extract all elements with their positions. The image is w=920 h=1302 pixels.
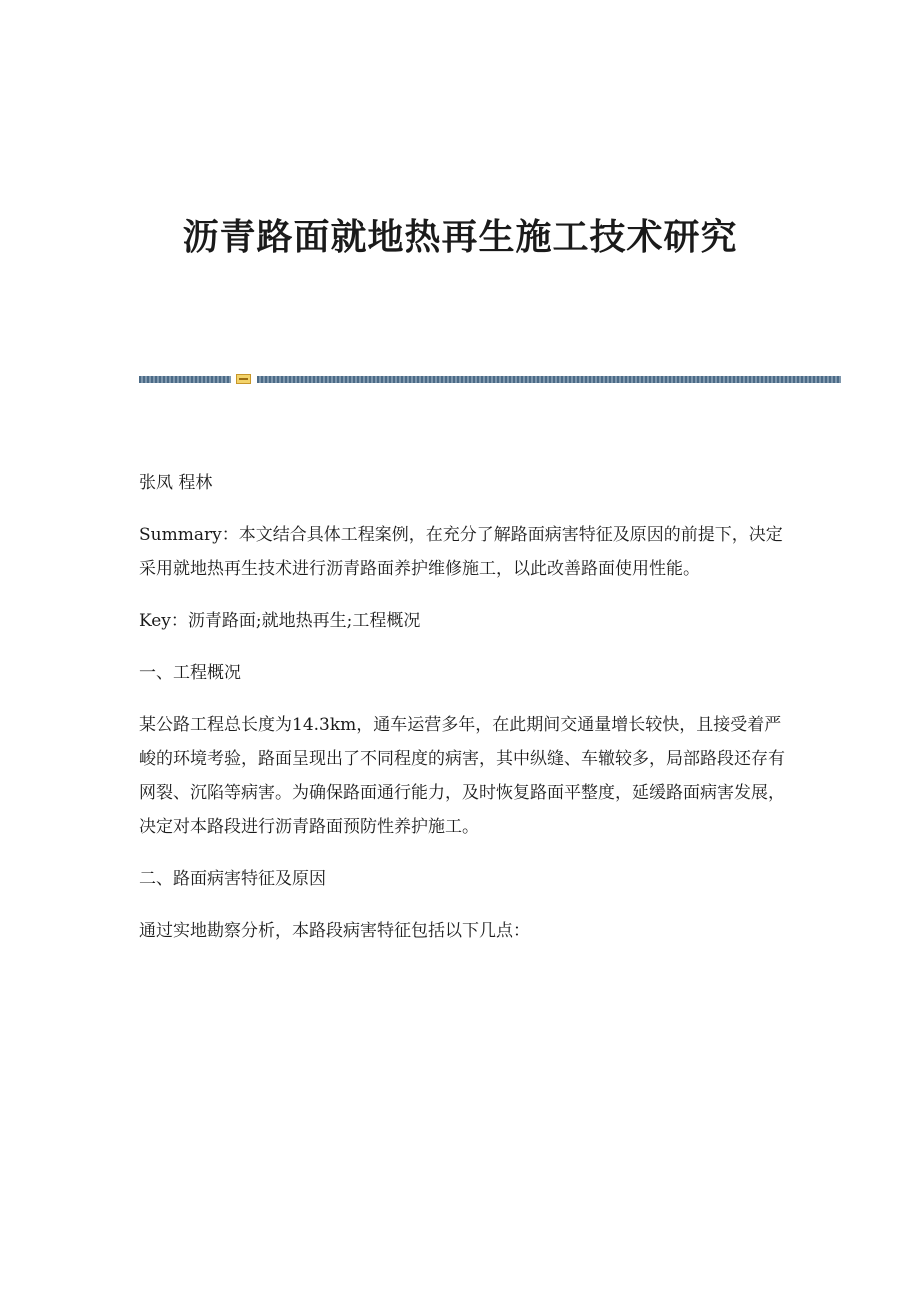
- author-line: 张凤 程林: [139, 473, 213, 493]
- divider-bar-left: [139, 376, 231, 383]
- divider-ornament-icon: [236, 374, 251, 384]
- overview-paragraph: 某公路工程总长度为14.3km，通车运营多年，在此期间交通量增长较快，且接受着严峻的环境考验，路面呈现出了不同程度的病害，其中纵缝、车辙较多，局部路段还存有网裂、沉陷等病害。为确保路面通行能力，及时恢复路面平整度，延缓路面病害发展，决定对本路段进行沥青路面预防性养护施工。: [139, 715, 785, 837]
- summary-paragraph: Summary：本文结合具体工程案例，在充分了解路面病害特征及原因的前提下，决定采用就地热再生技术进行沥青路面养护维修施工，以此改善路面使用性能。: [139, 525, 783, 579]
- distress-intro-paragraph: 通过实地勘察分析，本路段病害特征包括以下几点：: [139, 921, 530, 941]
- section-heading-distress: 二、路面病害特征及原因: [139, 869, 326, 889]
- document-body: [139, 466, 789, 966]
- divider-bar-right: [257, 376, 841, 383]
- keywords-paragraph: Key：沥青路面;就地热再生;工程概况: [139, 611, 421, 631]
- title-divider: [139, 373, 841, 385]
- document-title: 沥青路面就地热再生施工技术研究: [182, 216, 738, 258]
- section-heading-overview: 一、工程概况: [139, 663, 241, 683]
